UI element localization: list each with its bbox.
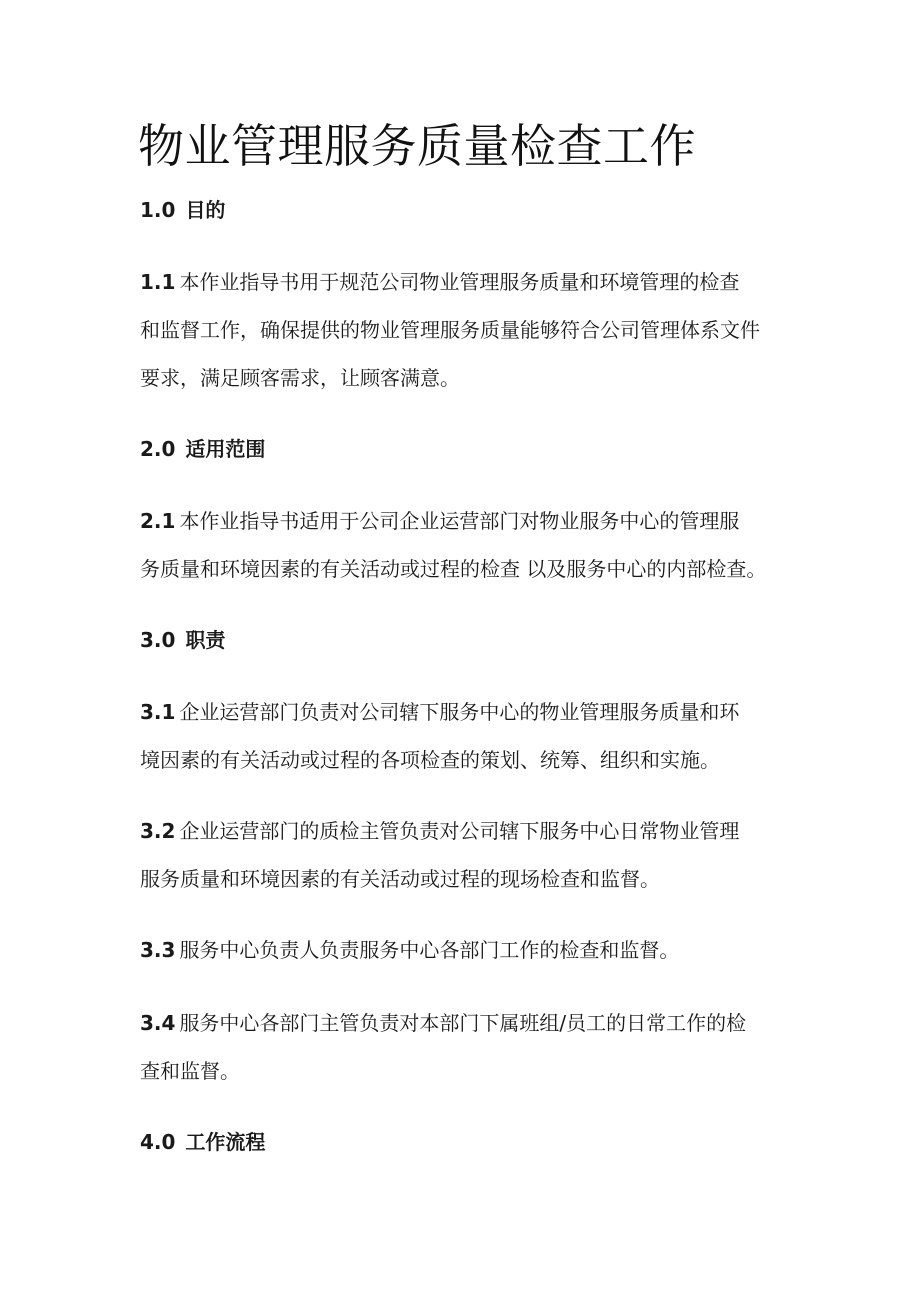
paragraph-1-1 bbox=[140, 258, 800, 402]
section-heading-purpose bbox=[140, 196, 225, 224]
section-heading-text: 职责 bbox=[185, 628, 226, 652]
paragraph-line bbox=[140, 688, 800, 736]
paragraph-text: 服务中心负责人负责服务中心各部门工作的检查和监督。 bbox=[179, 938, 680, 962]
section-number: 2.0 bbox=[140, 437, 176, 461]
paragraph-text: 企业运营部门负责对公司辖下服务中心的物业管理服务质量和环 bbox=[179, 700, 740, 724]
paragraph-line: 要求，满足顾客需求，让顾客满意。 bbox=[140, 366, 460, 390]
section-heading-workflow bbox=[140, 1128, 265, 1156]
paragraph-text: 服务中心各部门主管负责对本部门下属班组/员工的日常工作的检 bbox=[179, 1011, 747, 1035]
paragraph-text: 本作业指导书适用于公司企业运营部门对物业服务中心的管理服 bbox=[179, 509, 740, 533]
paragraph-line bbox=[140, 999, 800, 1047]
paragraph-3-1 bbox=[140, 688, 800, 784]
paragraph-line bbox=[140, 258, 800, 306]
document-title: 物业管理服务质量检查工作 bbox=[138, 119, 696, 173]
paragraph-line bbox=[140, 807, 800, 855]
clause-number: 3.1 bbox=[140, 700, 176, 724]
section-heading-text: 适用范围 bbox=[185, 437, 266, 461]
paragraph-text: 本作业指导书用于规范公司物业管理服务质量和环境管理的检查 bbox=[179, 270, 740, 294]
paragraph-3-2 bbox=[140, 807, 800, 903]
paragraph-line: 境因素的有关活动或过程的各项检查的策划、统筹、组织和实施。 bbox=[140, 748, 720, 772]
clause-number: 1.1 bbox=[140, 270, 176, 294]
section-heading-text: 目的 bbox=[185, 198, 226, 222]
paragraph-line: 和监督工作，确保提供的物业管理服务质量能够符合公司管理体系文件 bbox=[140, 318, 760, 342]
paragraph-text: 企业运营部门的质检主管负责对公司辖下服务中心日常物业管理 bbox=[179, 819, 740, 843]
section-number: 1.0 bbox=[140, 198, 176, 222]
paragraph-3-3 bbox=[140, 926, 800, 974]
clause-number: 3.3 bbox=[140, 938, 176, 962]
clause-number: 3.4 bbox=[140, 1011, 176, 1035]
section-heading-text: 工作流程 bbox=[185, 1130, 266, 1154]
section-heading-responsibilities bbox=[140, 626, 225, 654]
paragraph-line bbox=[140, 497, 800, 545]
clause-number: 2.1 bbox=[140, 509, 176, 533]
paragraph-line: 服务质量和环境因素的有关活动或过程的现场检查和监督。 bbox=[140, 867, 660, 891]
paragraph-line: 查和监督。 bbox=[140, 1059, 240, 1083]
paragraph-3-4 bbox=[140, 999, 800, 1095]
section-number: 3.0 bbox=[140, 628, 176, 652]
paragraph-2-1 bbox=[140, 497, 800, 593]
section-heading-scope bbox=[140, 435, 265, 463]
paragraph-line bbox=[140, 926, 800, 974]
section-number: 4.0 bbox=[140, 1130, 176, 1154]
clause-number: 3.2 bbox=[140, 819, 176, 843]
paragraph-line: 务质量和环境因素的有关活动或过程的检查 以及服务中心的内部检查。 bbox=[140, 557, 767, 581]
